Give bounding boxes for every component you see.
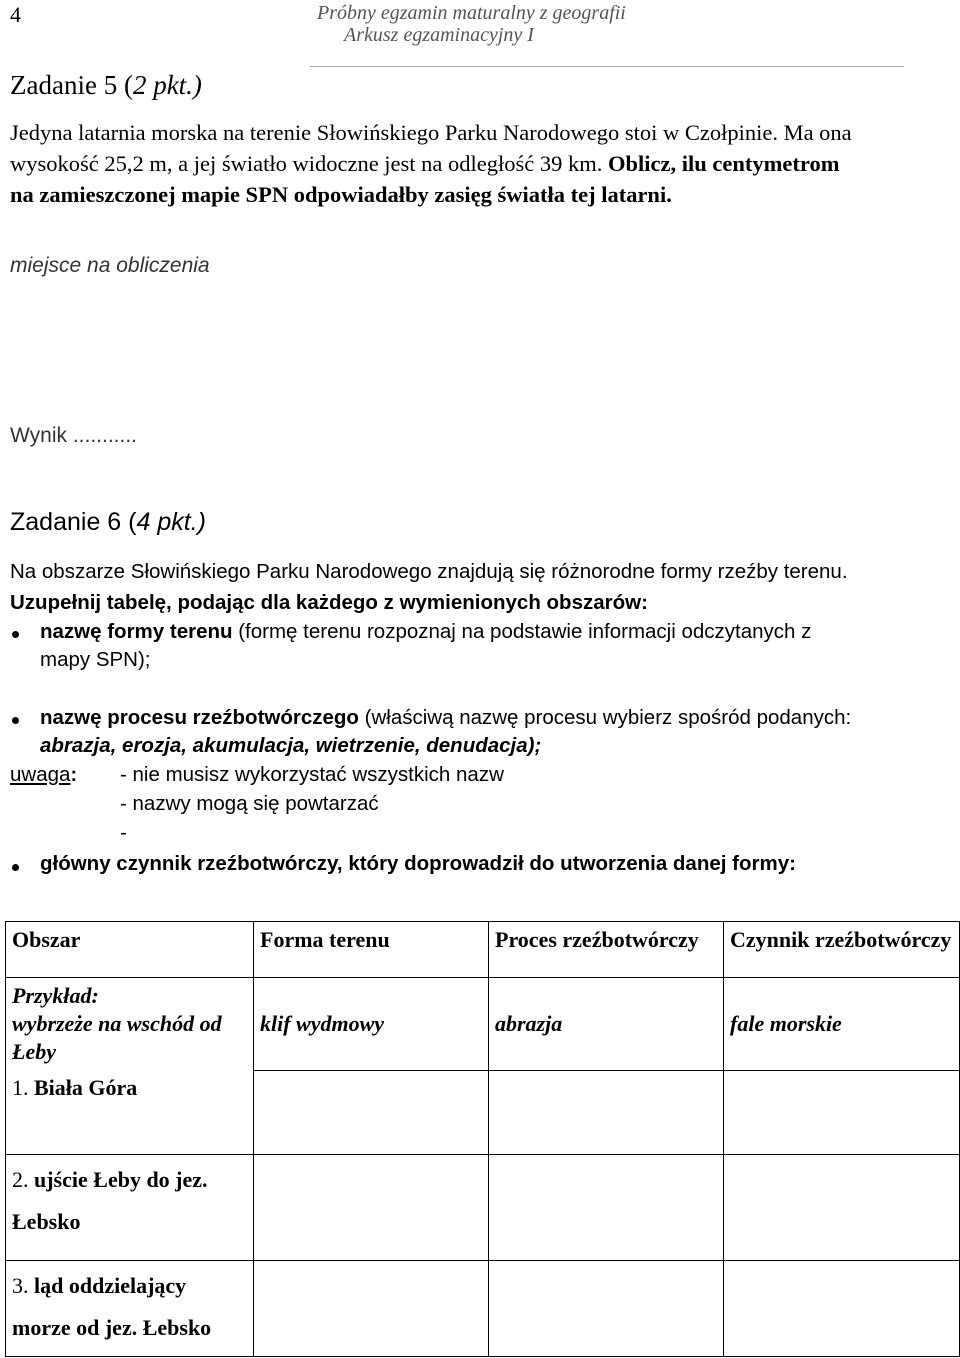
- header-divider: [310, 66, 904, 67]
- row2-factor-cell[interactable]: [724, 1154, 960, 1260]
- row3-process-cell[interactable]: [489, 1260, 724, 1356]
- row2-area: 2. ujście Łeby do jez. Łebsko: [6, 1154, 254, 1260]
- bullet-icon: [12, 864, 19, 871]
- task6-intro: Na obszarze Słowińskiego Parku Narodowego znajdują się różnorodne formy rzeźby terenu.: [10, 560, 848, 583]
- table-row: [6, 1154, 960, 1260]
- table-row-example: [6, 978, 960, 1071]
- example-factor: fale morskie: [724, 978, 960, 1071]
- header-area: Obszar: [6, 922, 254, 978]
- bullet3: główny czynnik rzeźbotwórczy, który doprowadził do utworzenia danej formy:: [40, 852, 796, 875]
- bullet1: nazwę formy terenu (formę terenu rozpoznaj na podstawie informacji odczytanych z: [40, 620, 812, 643]
- process-options: abrazja, erozja, akumulacja, wietrzenie, denudacja);: [40, 734, 542, 757]
- row3-factor-cell[interactable]: [724, 1260, 960, 1356]
- answer-table: [5, 921, 960, 1357]
- page-number: 4: [10, 2, 21, 27]
- result-field[interactable]: Wynik ...........: [10, 424, 137, 447]
- note-line1: - nie musisz wykorzystać wszystkich nazw: [120, 763, 504, 786]
- example-area-text: wybrzeże na wschód od Łeby: [12, 1011, 222, 1064]
- exam-title: Próbny egzamin maturalny z geografii: [317, 2, 626, 24]
- task5-text-line3: na zamieszczonej mapie SPN odpowiadałby zasięg światła tej latarni.: [10, 182, 672, 207]
- row1-process-cell[interactable]: [489, 1070, 724, 1154]
- row1-landform-cell[interactable]: [254, 1070, 489, 1154]
- task6-instruction: Uzupełnij tabelę, podając dla każdego z wymienionych obszarów:: [10, 591, 648, 614]
- note-label: uwaga:: [10, 763, 78, 786]
- bullet-icon: [12, 631, 19, 638]
- calculation-area-label: miejsce na obliczenia: [10, 254, 210, 277]
- row1-factor-cell[interactable]: [724, 1070, 960, 1154]
- task5-title: Zadanie 5 (2 pkt.): [10, 70, 202, 100]
- task6-title: Zadanie 6 (4 pkt.): [10, 508, 206, 536]
- note-line2: - nazwy mogą się powtarzać: [120, 792, 379, 815]
- example-area: [6, 978, 254, 1071]
- row3-landform-cell[interactable]: [254, 1260, 489, 1356]
- bullet2: nazwę procesu rzeźbotwórczego (właściwą nazwę procesu wybierz spośród podanych:: [40, 706, 852, 729]
- example-label: Przykład:: [12, 983, 99, 1008]
- exam-subtitle: Arkusz egzaminacyjny I: [344, 24, 534, 46]
- note-line3: -: [120, 821, 127, 844]
- table-row: [6, 1070, 960, 1154]
- row2-landform-cell[interactable]: [254, 1154, 489, 1260]
- bullet-icon: [12, 717, 19, 724]
- header-process: Proces rzeźbotwórczy: [489, 922, 724, 978]
- bullet1-continuation: mapy SPN);: [40, 648, 151, 671]
- row2-process-cell[interactable]: [489, 1154, 724, 1260]
- table-header-row: [6, 922, 960, 978]
- row3-area: 3. ląd oddzielający morze od jez. Łebsko: [6, 1260, 254, 1356]
- example-process: abrazja: [489, 978, 724, 1071]
- task5-text-line1: Jedyna latarnia morska na terenie Słowińskiego Parku Narodowego stoi w Czołpinie. Ma ona: [10, 120, 852, 145]
- header-landform: Forma terenu: [254, 922, 489, 978]
- header-factor: Czynnik rzeźbotwórczy: [724, 922, 960, 978]
- row1-area: 1. Biała Góra: [6, 1070, 254, 1154]
- task5-text-line2: wysokość 25,2 m, a jej światło widoczne jest na odległość 39 km. Oblicz, ilu centymetrom: [10, 151, 840, 176]
- table-row: [6, 1260, 960, 1356]
- example-landform: klif wydmowy: [254, 978, 489, 1071]
